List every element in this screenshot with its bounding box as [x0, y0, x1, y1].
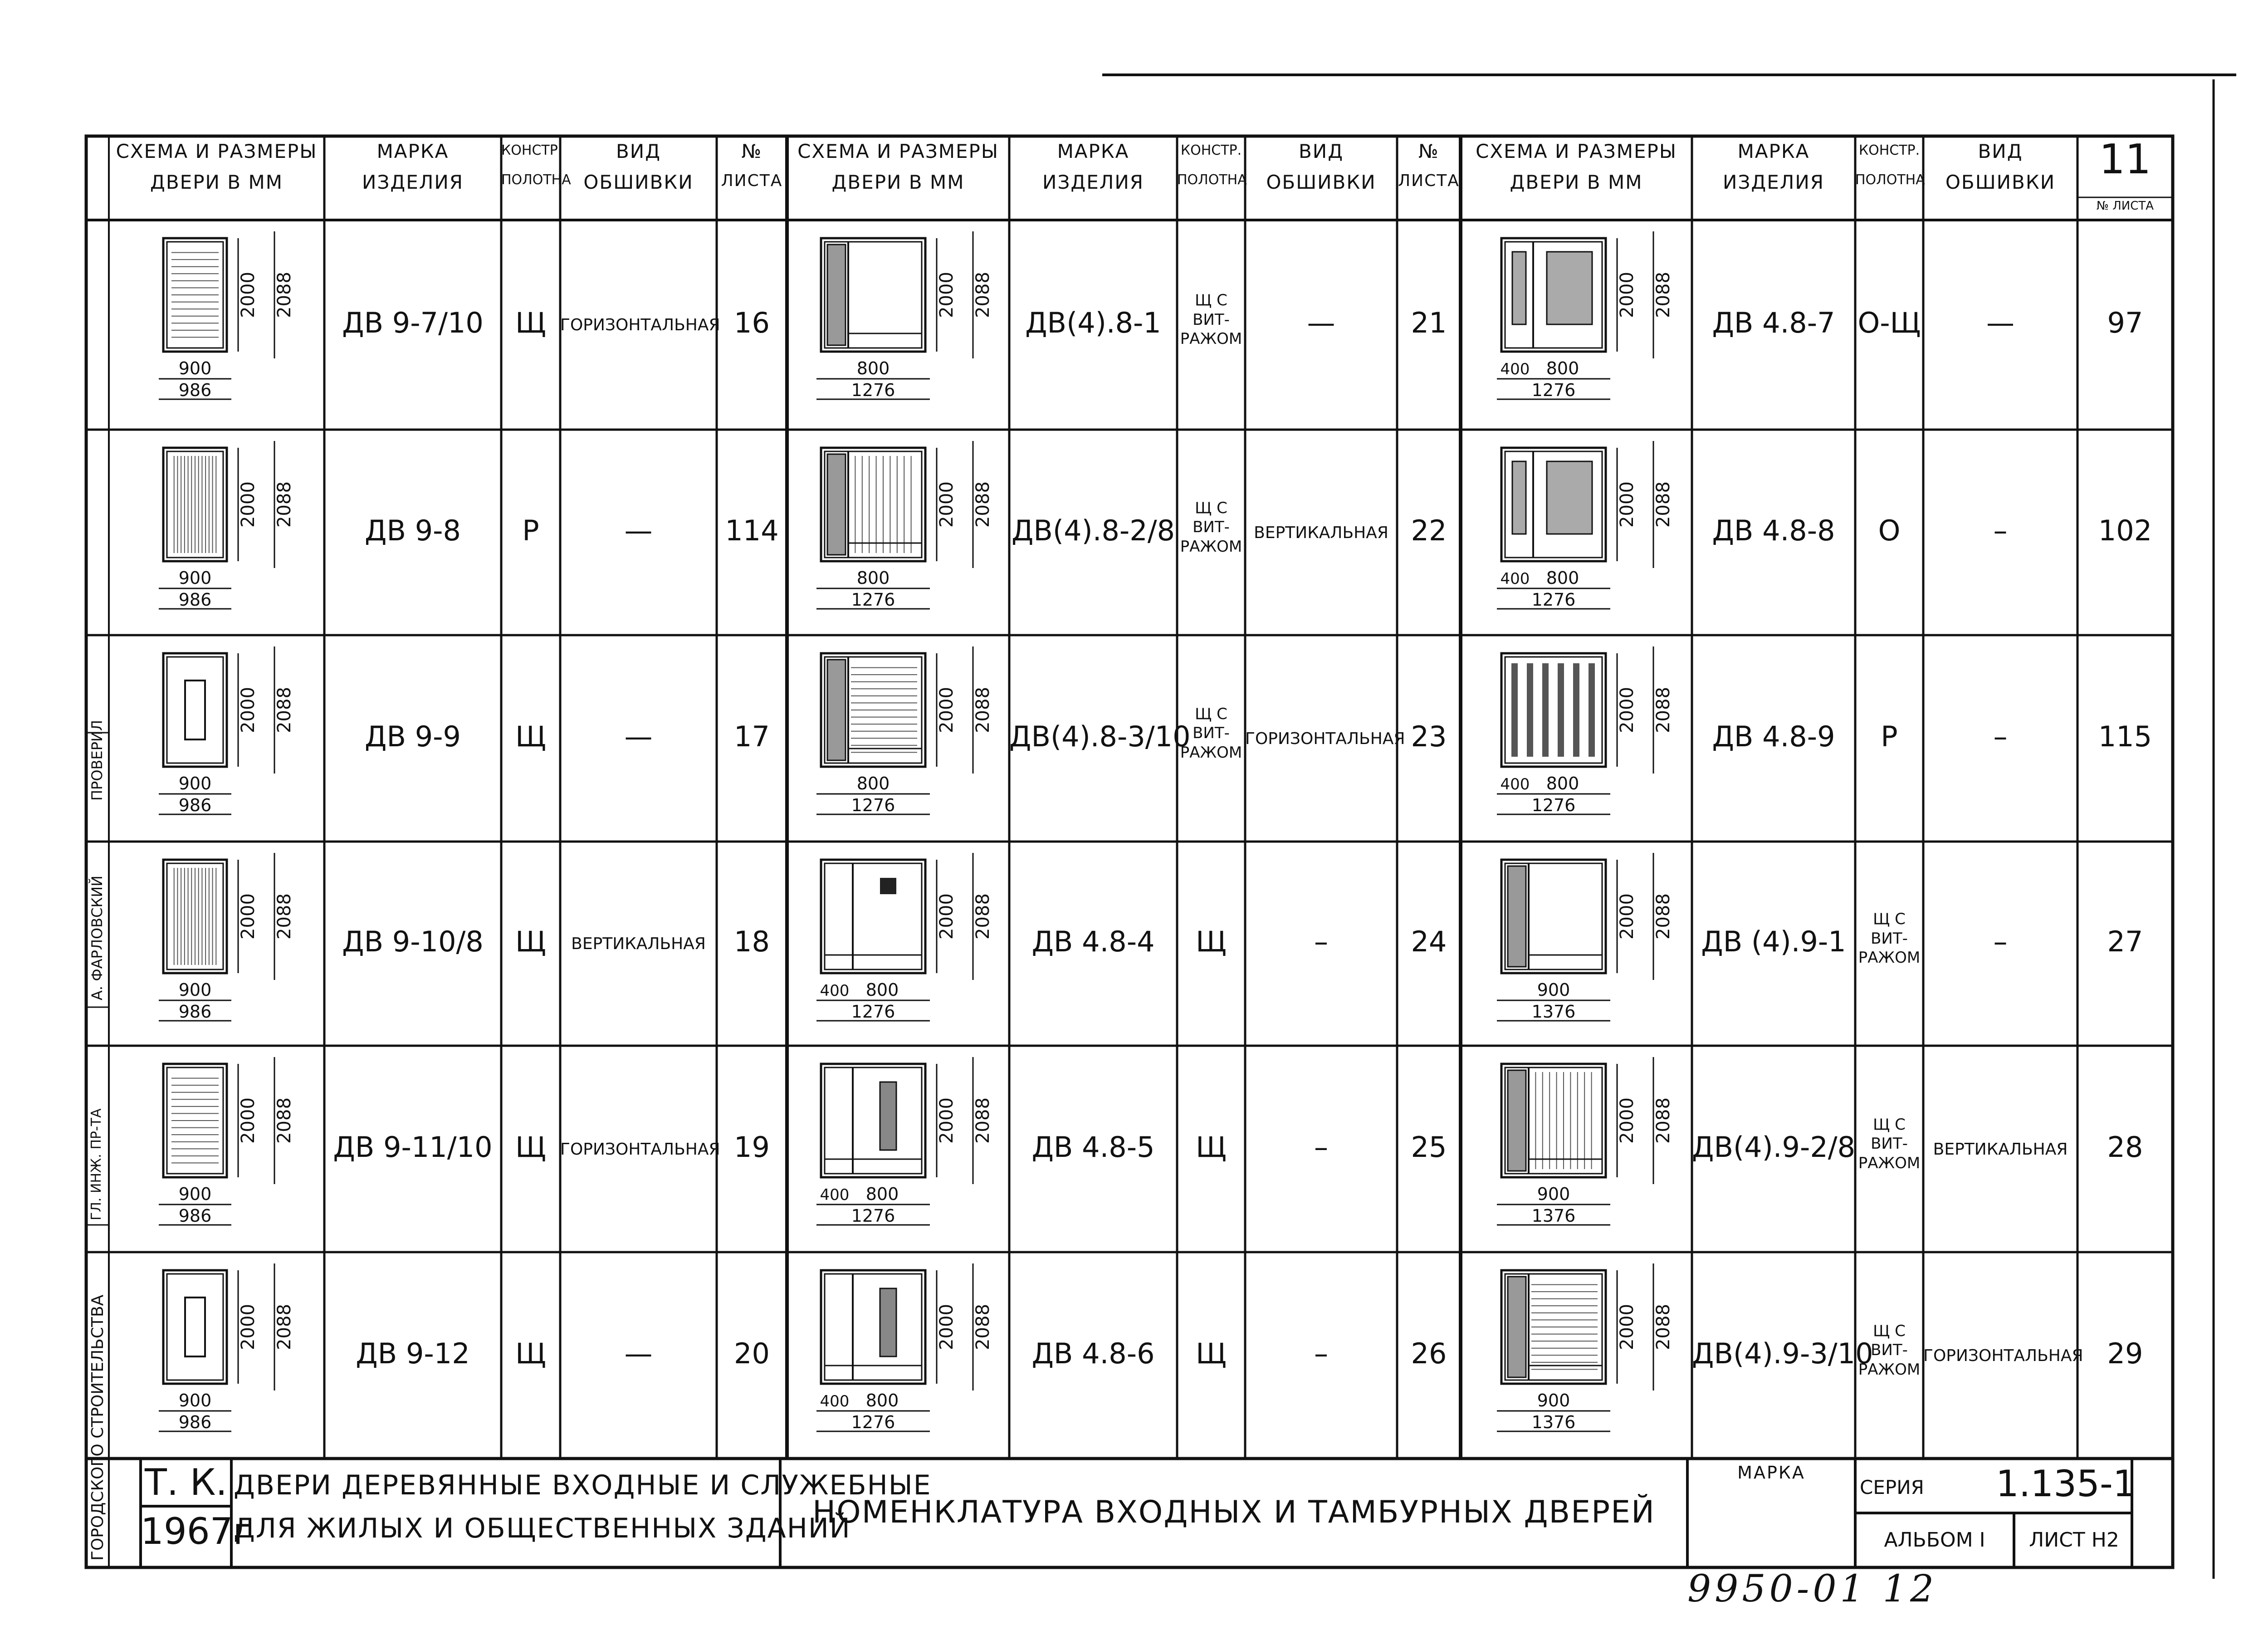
width-dim: 800 [865, 980, 899, 1000]
series-value: 1.135-1 [1996, 1463, 2136, 1505]
door-leaf [167, 657, 223, 763]
height-dim-total: 2088 [973, 1304, 993, 1350]
org-code: Т. К. [145, 1461, 227, 1503]
list-cell: 25 [1411, 1130, 1447, 1164]
door-window [880, 1082, 896, 1150]
height-dim: 2000 [238, 1304, 259, 1350]
door-glass [1547, 461, 1592, 534]
door-frame [163, 653, 227, 767]
marka-cell: ДВ(4).9-3/10 [1692, 1337, 1873, 1370]
header-konstr-3-line1: КОНСТР. [1858, 142, 1920, 158]
width-dim: 800 [856, 568, 890, 588]
side-strip-checked: ПРОВЕРИЛ [88, 720, 106, 801]
marka-cell: ДВ(4).8-1 [1025, 306, 1161, 339]
door-leaf [167, 1274, 223, 1380]
height-dim-total: 2088 [973, 481, 993, 528]
height-dim: 2000 [238, 481, 259, 528]
marka-cell: ДВ(4).9-2/8 [1692, 1130, 1856, 1164]
vid-cell: – [1993, 514, 2008, 547]
door-frame [821, 860, 925, 973]
album-title-line1: ДВЕРИ ДЕРЕВЯННЫЕ ВХОДНЫЕ И СЛУЖЕБНЫЕ [234, 1469, 932, 1501]
list-cell: 27 [2107, 925, 2143, 958]
height-dim-total: 2088 [1653, 1304, 1674, 1350]
width-dim-total: 1276 [1531, 380, 1576, 400]
marka-cell: ДВ 9-7/10 [342, 306, 484, 339]
height-dim-total: 2088 [1653, 272, 1674, 318]
door-panel [185, 1297, 205, 1356]
door-window [880, 1288, 896, 1356]
width-dim: 900 [178, 568, 212, 588]
marka-cell: ДВ 9-9 [365, 720, 461, 753]
list-cell: 20 [734, 1337, 770, 1370]
height-dim: 2000 [936, 893, 957, 940]
side-glazing [827, 660, 846, 760]
door-bar [1573, 663, 1579, 757]
header-vid-line1: ВИД [616, 140, 661, 162]
height-dim-total: 2088 [1653, 893, 1674, 940]
side-glazing [1508, 1070, 1526, 1171]
vid-cell: — [624, 514, 653, 547]
height-dim: 2000 [936, 687, 957, 733]
door-bar [1511, 663, 1518, 757]
header-schema-line2: ДВЕРИ В ММ [150, 171, 283, 194]
vid-cell: – [1314, 925, 1328, 958]
header-marka [324, 141, 501, 194]
width-dim-total: 1376 [1531, 1412, 1576, 1432]
width-dim: 900 [178, 358, 212, 378]
marka-cell: ДВ 4.8-4 [1031, 925, 1155, 958]
width-dim-total: 1276 [851, 380, 895, 400]
vid-cell: ВЕРТИКАЛЬНАЯ [1933, 1140, 2068, 1159]
album-label: АЛЬБОМ I [1884, 1528, 1985, 1552]
width-dim-side: 400 [1500, 775, 1530, 793]
header-schema-3 [1461, 141, 1692, 194]
width-dim-side: 400 [820, 1186, 850, 1204]
konstr-cell: Р [1881, 720, 1898, 753]
year: 1967г [141, 1510, 252, 1552]
marka-cell: ДВ 4.8-7 [1712, 306, 1835, 339]
width-dim-side: 400 [1500, 570, 1530, 588]
konstr-cell: Щ [1196, 1130, 1227, 1164]
inventory-number: 9950-01 12 [1687, 1567, 1938, 1611]
door-window [880, 878, 896, 894]
marka-cell: ДВ (4).9-1 [1701, 925, 1846, 958]
height-dim-total: 2088 [274, 1097, 295, 1144]
width-dim-total: 1376 [1531, 1002, 1576, 1022]
width-dim: 900 [1537, 1391, 1570, 1410]
list-cell: 22 [1411, 514, 1447, 547]
header-vid-3 [1923, 141, 2077, 194]
width-dim: 800 [865, 1391, 899, 1410]
list-cell: 26 [1411, 1337, 1447, 1370]
header-marka-3-line2: ИЗДЕЛИЯ [1723, 171, 1824, 194]
header-schema-2-line2: ДВЕРИ В ММ [831, 171, 965, 194]
header-marka-3 [1692, 141, 1855, 194]
width-dim-total: 1276 [851, 590, 895, 610]
list-cell: 16 [734, 306, 770, 339]
header-vid-3-line2: ОБШИВКИ [1945, 171, 2056, 194]
list-cell: 97 [2107, 306, 2143, 339]
height-dim: 2000 [936, 272, 957, 318]
height-dim-total: 2088 [973, 272, 993, 318]
album-title [234, 1469, 932, 1544]
header-list [717, 141, 787, 191]
height-dim: 2000 [238, 1097, 259, 1144]
konstr-cell: Щ [1196, 1337, 1227, 1370]
header-konstr [501, 142, 571, 188]
list-cell: 23 [1411, 720, 1447, 753]
header-list-2-line2: ЛИСТА [1398, 171, 1460, 191]
width-dim-total: 986 [178, 590, 212, 610]
height-dim-total: 2088 [274, 481, 295, 528]
width-dim: 900 [1537, 1184, 1570, 1204]
header-schema-2-line1: СХЕМА И РАЗМЕРЫ [797, 140, 999, 162]
list-cell: 24 [1411, 925, 1447, 958]
height-dim: 2000 [1617, 1304, 1637, 1350]
header-konstr-2-line1: КОНСТР. [1180, 142, 1242, 158]
width-dim-side: 400 [820, 982, 850, 1000]
vid-cell: — [1986, 306, 2014, 339]
width-dim: 900 [178, 1184, 212, 1204]
width-dim: 800 [1546, 568, 1579, 588]
vid-cell: – [1993, 720, 2008, 753]
marka-cell: ДВ 9-8 [365, 514, 461, 547]
konstr-cell: Щ С ВИТ-РАЖОМ [1180, 291, 1242, 348]
header-konstr-2 [1177, 143, 1245, 188]
width-dim-total: 1276 [1531, 590, 1576, 610]
door-frame [163, 1270, 227, 1384]
header-vid-2 [1245, 141, 1397, 194]
sheet-label: ЛИСТ Н2 [2029, 1528, 2119, 1552]
marka-cell: ДВ 9-12 [356, 1337, 470, 1370]
height-dim: 2000 [936, 1304, 957, 1350]
konstr-cell: Щ С ВИТ-РАЖОМ [1180, 499, 1242, 556]
height-dim: 2000 [1617, 272, 1637, 318]
list-cell: 18 [734, 925, 770, 958]
konstr-cell: Щ С ВИТ-РАЖОМ [1858, 1322, 1921, 1379]
konstr-cell: О [1878, 514, 1901, 547]
width-dim-side: 400 [820, 1392, 850, 1410]
height-dim: 2000 [1617, 893, 1637, 940]
header-schema-line1: СХЕМА И РАЗМЕРЫ [116, 140, 318, 162]
page-number: 11 [2099, 136, 2151, 183]
marka-cell: ДВ(4).8-3/10 [1009, 720, 1191, 753]
width-dim-total: 1276 [1531, 795, 1576, 815]
header-list-2-line1: № [1418, 140, 1439, 162]
konstr-cell: Щ [515, 1337, 546, 1370]
side-glazing [1508, 866, 1526, 967]
width-dim-total: 986 [178, 1206, 212, 1226]
header-konstr-line1: КОНСТР. [501, 142, 562, 158]
width-dim-total: 986 [178, 1412, 212, 1432]
door-bar [1589, 663, 1595, 757]
header-list-2 [1397, 141, 1461, 191]
list-cell: 114 [725, 514, 779, 547]
door-leaf [825, 863, 922, 969]
header-konstr-line2: ПОЛОТНА [501, 171, 571, 188]
header-schema-2 [787, 141, 1009, 194]
konstr-cell: Щ [1196, 925, 1227, 958]
door-frame [821, 1270, 925, 1384]
konstr-cell: Р [522, 514, 539, 547]
header-list-line2: ЛИСТА [721, 171, 783, 191]
side-strip-name: А. ФАРЛОВСКИЙ [88, 875, 106, 1000]
marka-cell: ДВ 4.8-5 [1031, 1130, 1155, 1164]
door-bar [1542, 663, 1549, 757]
width-dim: 800 [1546, 358, 1579, 378]
marka-cell: ДВ 4.8-8 [1712, 514, 1835, 547]
height-dim: 2000 [936, 481, 957, 528]
list-cell: 102 [2098, 514, 2152, 547]
height-dim-total: 2088 [274, 272, 295, 318]
konstr-cell: Щ С ВИТ-РАЖОМ [1180, 705, 1242, 762]
door-leaf [1505, 657, 1602, 763]
side-strip-role: ГЛ. ИНЖ. ПР-ТА [88, 1108, 104, 1220]
vid-cell: – [1314, 1130, 1328, 1164]
width-dim-total: 1276 [851, 1412, 895, 1432]
header-marka-line2: ИЗДЕЛИЯ [362, 171, 464, 194]
height-dim-total: 2088 [274, 893, 295, 940]
height-dim: 2000 [238, 687, 259, 733]
list-cell: 115 [2098, 720, 2152, 753]
height-dim-total: 2088 [1653, 1097, 1674, 1144]
header-marka-2-line1: МАРКА [1057, 140, 1129, 162]
konstr-cell: Щ [515, 306, 546, 339]
header-schema-3-line2: ДВЕРИ В ММ [1510, 171, 1643, 194]
list-cell: 21 [1411, 306, 1447, 339]
side-glass [1512, 252, 1526, 324]
header-marka-2 [1009, 141, 1177, 194]
list-cell: 28 [2107, 1130, 2143, 1164]
width-dim-total: 986 [178, 380, 212, 400]
header-list-line1: № [741, 140, 763, 162]
marka-label: МАРКА [1737, 1463, 1805, 1483]
height-dim: 2000 [238, 272, 259, 318]
height-dim-total: 2088 [274, 687, 295, 733]
width-dim: 800 [856, 358, 890, 378]
vid-cell: – [1993, 925, 2008, 958]
width-dim: 800 [1546, 774, 1579, 793]
vid-cell: ГОРИЗОНТАЛЬНАЯ [560, 316, 720, 334]
vid-cell: ВЕРТИКАЛЬНАЯ [571, 935, 706, 953]
marka-cell: ДВ 4.8-9 [1712, 720, 1835, 753]
album-title-line2: ДЛЯ ЖИЛЫХ И ОБЩЕСТВЕННЫХ ЗДАНИЙ [234, 1513, 851, 1544]
width-dim: 900 [178, 774, 212, 793]
height-dim-total: 2088 [973, 687, 993, 733]
width-dim: 900 [1537, 980, 1570, 1000]
konstr-cell: Щ [515, 925, 546, 958]
marka-cell: ДВ 9-11/10 [333, 1130, 493, 1164]
header-schema-3-line1: СХЕМА И РАЗМЕРЫ [1476, 140, 1677, 162]
height-dim-total: 2088 [1653, 687, 1674, 733]
width-dim-total: 1276 [851, 795, 895, 815]
marka-cell: ДВ 9-10/8 [342, 925, 484, 958]
side-strip-org: ГОРОДСКОГО СТРОИТЕЛЬСТВА [88, 1294, 107, 1561]
konstr-cell: Щ С ВИТ-РАЖОМ [1858, 1115, 1921, 1172]
width-dim-total: 986 [178, 1002, 212, 1022]
konstr-cell: Щ С ВИТ-РАЖОМ [1858, 910, 1921, 967]
header-marka-line1: МАРКА [376, 140, 449, 162]
header-konstr-2-line2: ПОЛОТНА [1177, 171, 1247, 188]
width-dim-total: 1276 [851, 1206, 895, 1226]
width-dim-side: 400 [1500, 360, 1530, 378]
width-dim-total: 1376 [1531, 1206, 1576, 1226]
width-dim: 800 [856, 774, 890, 793]
sheet-title: НОМЕНКЛАТУРА ВХОДНЫХ И ТАМБУРНЫХ ДВЕРЕЙ [812, 1494, 1655, 1530]
list-cell: 19 [734, 1130, 770, 1164]
series-label: СЕРИЯ [1860, 1476, 1924, 1498]
marka-cell: ДВ(4).8-2/8 [1011, 514, 1175, 547]
header-marka-3-line1: МАРКА [1737, 140, 1810, 162]
door-bar [1527, 663, 1533, 757]
door-bar [1558, 663, 1564, 757]
side-glazing [827, 454, 846, 555]
header-schema [109, 141, 324, 194]
side-glazing [1508, 1277, 1526, 1377]
side-glass [1512, 461, 1526, 534]
page-number-label: № ЛИСТА [2096, 199, 2154, 213]
vid-cell: ВЕРТИКАЛЬНАЯ [1254, 523, 1388, 542]
header-vid [560, 141, 717, 194]
door-glass [1547, 252, 1592, 324]
vid-cell: ГОРИЗОНТАЛЬНАЯ [560, 1140, 720, 1159]
height-dim-total: 2088 [973, 893, 993, 940]
vid-cell: — [624, 720, 653, 753]
vid-cell: ГОРИЗОНТАЛЬНАЯ [1245, 729, 1405, 748]
height-dim-total: 2088 [973, 1097, 993, 1144]
side-glazing [827, 245, 846, 345]
door-frame [821, 1064, 925, 1177]
header-konstr-3-line2: ПОЛОТНА [1855, 171, 1925, 188]
list-cell: 17 [734, 720, 770, 753]
konstr-cell: Щ [515, 720, 546, 753]
marka-cell: ДВ 4.8-6 [1031, 1337, 1155, 1370]
header-vid-line2: ОБШИВКИ [583, 171, 694, 194]
vid-cell: ГОРИЗОНТАЛЬНАЯ [1923, 1346, 2083, 1365]
header-marka-2-line2: ИЗДЕЛИЯ [1042, 171, 1144, 194]
width-dim: 900 [178, 980, 212, 1000]
width-dim-total: 986 [178, 795, 212, 815]
door-leaf [825, 1067, 922, 1174]
height-dim: 2000 [1617, 481, 1637, 528]
vid-cell: — [1307, 306, 1335, 339]
height-dim-total: 2088 [1653, 481, 1674, 528]
header-konstr-3 [1855, 143, 1923, 188]
door-leaf [825, 1274, 922, 1380]
height-dim: 2000 [936, 1097, 957, 1144]
width-dim: 900 [178, 1391, 212, 1410]
vid-cell: — [624, 1337, 653, 1370]
height-dim-total: 2088 [274, 1304, 295, 1350]
konstr-cell: Щ [515, 1130, 546, 1164]
door-panel [185, 681, 205, 739]
height-dim: 2000 [1617, 1097, 1637, 1144]
height-dim: 2000 [238, 893, 259, 940]
width-dim: 800 [865, 1184, 899, 1204]
list-cell: 29 [2107, 1337, 2143, 1370]
width-dim-total: 1276 [851, 1002, 895, 1022]
konstr-cell: О-Щ [1857, 306, 1921, 339]
header-vid-2-line1: ВИД [1298, 140, 1344, 162]
height-dim: 2000 [1617, 687, 1637, 733]
header-vid-2-line2: ОБШИВКИ [1266, 171, 1376, 194]
vid-cell: – [1314, 1337, 1328, 1370]
header-vid-3-line1: ВИД [1978, 140, 2023, 162]
